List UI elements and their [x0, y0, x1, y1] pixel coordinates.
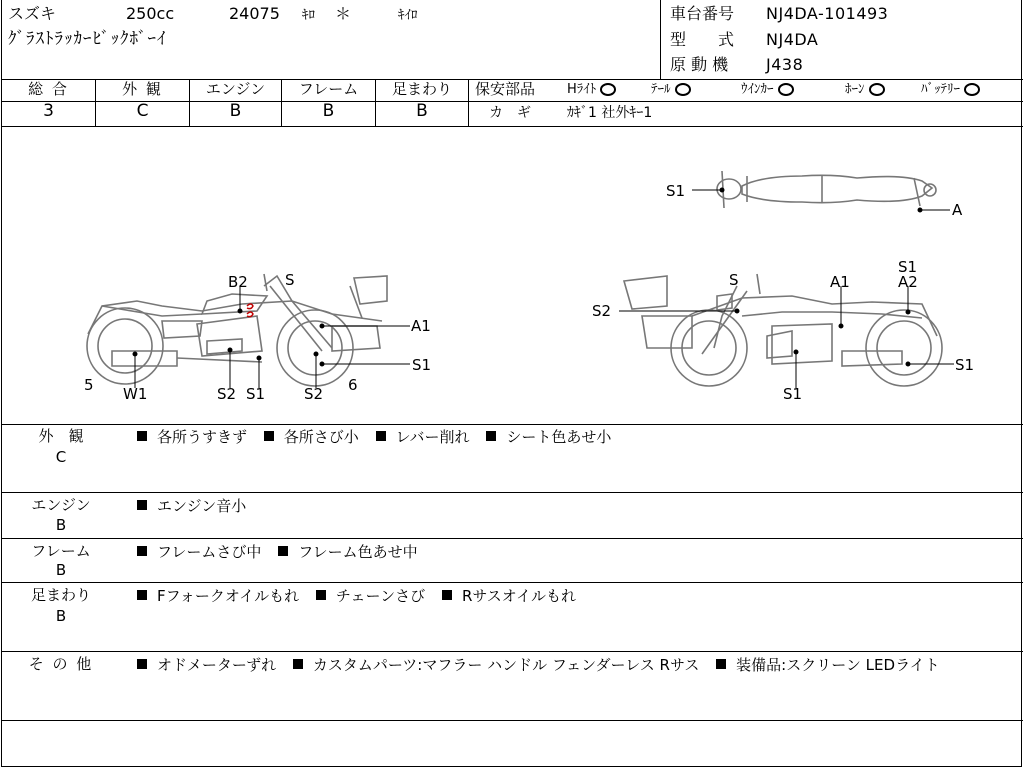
- rating-label: エンジン: [205, 80, 266, 98]
- label-5: 5: [84, 376, 94, 394]
- remark-text: Fフォークオイルもれ チェーンさび Rサスオイルもれ: [137, 585, 1017, 608]
- remark-row-suspension: [2, 583, 1023, 652]
- remark-text: フレームさび中 フレーム色あせ中: [137, 541, 1017, 564]
- top-view: [717, 171, 936, 208]
- label-a: A: [952, 201, 963, 219]
- ok-circle-icon: [675, 83, 691, 96]
- label-b2: B2: [228, 273, 248, 291]
- remark-category: エンジン: [31, 496, 91, 514]
- remark-row-exterior: [2, 424, 1023, 493]
- motorcycle-diagram: [2, 126, 1023, 424]
- rating-suspension: [376, 79, 469, 126]
- remark-category: 足まわり: [30, 586, 91, 604]
- label-6: 6: [348, 376, 358, 394]
- ok-circle-icon: [600, 83, 616, 96]
- frame-no-label: 車台番号: [670, 4, 735, 23]
- rating-value: B: [322, 101, 335, 121]
- mileage-unit: ｷﾛ: [302, 8, 315, 23]
- remark-grade: B: [55, 607, 67, 625]
- engine-label: 原 動 機: [670, 55, 729, 74]
- damage-diagram: [2, 126, 1023, 425]
- label-a2: A2: [898, 273, 918, 291]
- ok-circle-icon: [778, 83, 794, 96]
- label-s1: S1: [898, 258, 918, 276]
- rating-value: C: [136, 101, 149, 121]
- safety-item: Hﾗｲﾄ: [567, 81, 616, 99]
- damage-marks: [247, 304, 253, 317]
- frame-no: NJ4DA-101493: [766, 4, 889, 23]
- rating-overall: [2, 79, 96, 126]
- label-w1: W1: [123, 385, 148, 403]
- right-labels: [592, 258, 974, 403]
- rating-value: B: [416, 101, 428, 121]
- safety-divider: [469, 101, 1023, 102]
- safety-item: ﾃｰﾙ: [651, 81, 691, 99]
- maker-name: スズキ: [8, 4, 57, 23]
- remark-category: そ の 他: [28, 655, 94, 673]
- remark-row-other: [2, 652, 1023, 721]
- rating-label: 総 合: [28, 80, 69, 98]
- label-s1: S1: [955, 356, 975, 374]
- inspection-sheet: [1, 0, 1022, 767]
- remark-row-frame: [2, 539, 1023, 583]
- remark-text: 各所うすきず 各所さび小 レバー削れ シート色あせ小: [137, 426, 1017, 449]
- rating-engine: [190, 79, 282, 126]
- header-divider: [660, 0, 661, 79]
- remark-text: エンジン音小: [137, 495, 1017, 518]
- ok-circle-icon: [869, 83, 885, 96]
- type-label: 型 式: [670, 30, 735, 49]
- remark-text: オドメーターずれ カスタムパーツ:マフラー ハンドル フェンダーレス Rサス 装備品:スクリーン LEDライト: [137, 654, 1017, 677]
- safety-parts: [469, 79, 1023, 126]
- header: [2, 0, 1023, 80]
- remark-grade: B: [55, 516, 67, 534]
- label-s2: S2: [217, 385, 237, 403]
- safety-label: 保安部品: [475, 80, 536, 98]
- safety-item: ｳｲﾝｶｰ: [741, 81, 794, 99]
- rating-label: 外 観: [122, 80, 163, 98]
- rating-value: 3: [43, 101, 54, 121]
- model-name: ｸﾞﾗｽﾄﾗｯｶｰﾋﾞｯｸﾎﾞｰｲ: [8, 29, 167, 49]
- safety-item: ﾊﾞｯﾃﾘｰ: [921, 81, 980, 99]
- type-value: NJ4DA: [766, 30, 819, 49]
- mileage-unit-2: ｷｲﾛ: [398, 8, 418, 23]
- mileage: 24075: [229, 4, 280, 23]
- label-a1: A1: [830, 273, 850, 291]
- rating-label: 足まわり: [391, 80, 452, 98]
- key-label: カ ギ: [489, 105, 531, 121]
- ok-circle-icon: [964, 83, 980, 96]
- rating-row: [2, 79, 1023, 127]
- remark-grade: B: [55, 561, 67, 579]
- remark-row-engine: [2, 493, 1023, 539]
- remark-grade: C: [55, 448, 67, 466]
- remark-category: 外 観: [38, 427, 84, 445]
- rating-exterior: [96, 79, 190, 126]
- label-s: S: [285, 271, 295, 289]
- key-value: ｶｷﾞ1 社外ｷｰ1: [567, 105, 653, 121]
- safety-item: ﾎｰﾝ: [845, 81, 885, 99]
- rating-label: フレーム: [298, 80, 359, 98]
- right-side-view: [624, 274, 942, 386]
- label-s2: S2: [304, 385, 324, 403]
- label-s: S: [729, 271, 739, 289]
- rating-frame: [282, 79, 376, 126]
- rating-value: B: [229, 101, 242, 121]
- remark-category: フレーム: [31, 542, 91, 560]
- mileage-mark: ＊: [335, 4, 352, 23]
- label-s2: S2: [592, 302, 612, 320]
- label-a1: A1: [411, 317, 431, 335]
- label-s1: S1: [666, 182, 686, 200]
- label-s1: S1: [412, 356, 432, 374]
- engine-value: J438: [766, 55, 804, 74]
- label-s1: S1: [783, 385, 803, 403]
- label-s1: S1: [246, 385, 266, 403]
- displacement: 250cc: [126, 4, 175, 23]
